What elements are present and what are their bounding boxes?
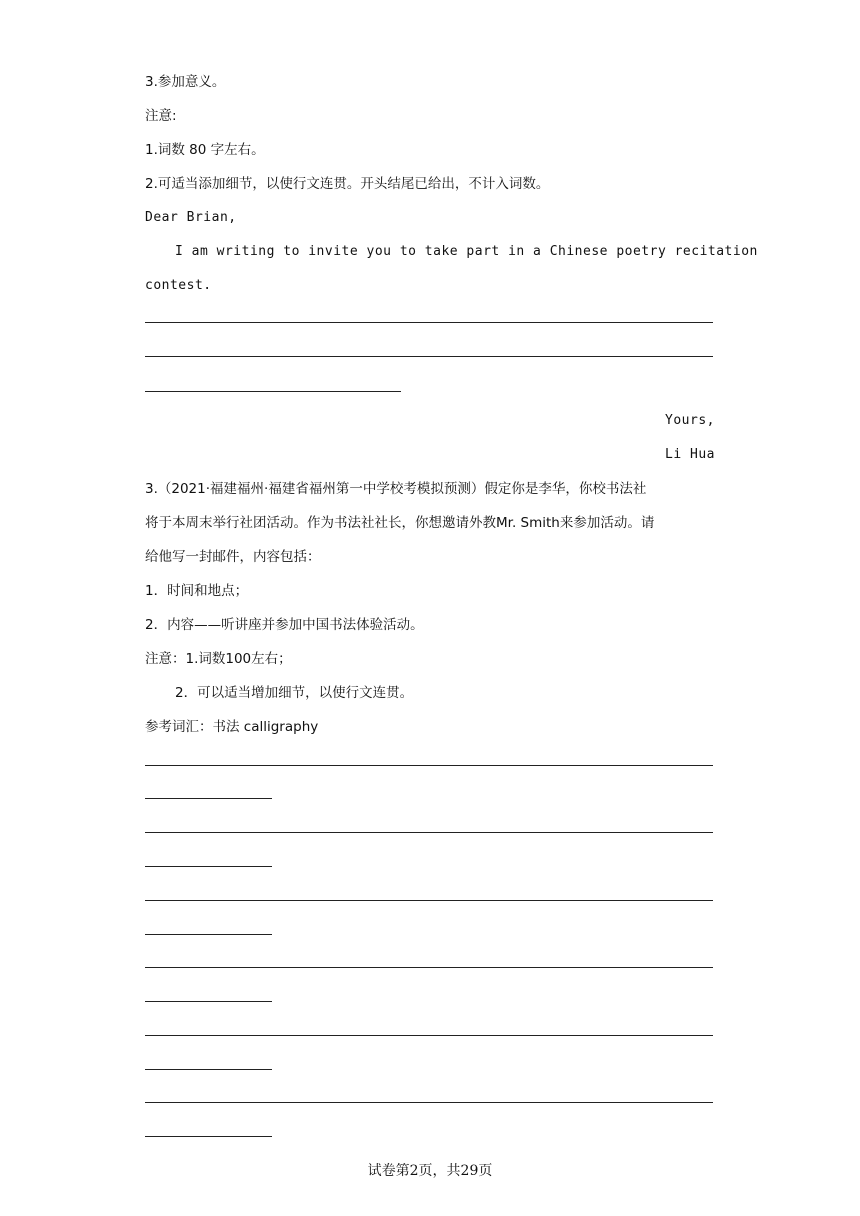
prev-note-2: 2.可适当添加细节，以使行文连贯。开头结尾已给出，不计入词数。: [145, 176, 550, 192]
answer-line[interactable]: [145, 1001, 272, 1002]
prev-note-label: 注意:: [145, 108, 177, 124]
question-3-note-1: 注意：1.词数100左右；: [145, 651, 292, 667]
question-3-item-2: 2．内容——听讲座并参加中国书法体验活动。: [145, 617, 424, 633]
answer-line[interactable]: [145, 1069, 272, 1070]
answer-line[interactable]: [145, 900, 713, 901]
prev-item-3: 3.参加意义。: [145, 74, 226, 90]
page-footer: 试卷第2页，共29页: [367, 1163, 493, 1179]
answer-line[interactable]: [145, 934, 272, 935]
letter-closing: Yours,: [665, 413, 715, 428]
answer-line[interactable]: [145, 832, 713, 833]
question-3-note-2: 2．可以适当增加细节，以使行文连贯。: [175, 685, 414, 701]
question-3-line-1: 3.（2021·福建福州·福建省福州第一中学校考模拟预测）假定你是李华，你校书法社: [145, 481, 647, 497]
letter-body-line-2: contest.: [145, 278, 212, 293]
answer-line[interactable]: [145, 765, 713, 766]
answer-line[interactable]: [145, 798, 272, 799]
letter-salutation: Dear Brian,: [145, 210, 237, 225]
letter-body-line-1: I am writing to invite you to take part in a Chinese poetry recitation: [175, 244, 758, 259]
question-3-vocab: 参考词汇：书法 calligraphy: [145, 719, 319, 735]
answer-line[interactable]: [145, 1102, 713, 1103]
answer-line[interactable]: [145, 1136, 272, 1137]
prev-note-1: 1.词数 80 字左右。: [145, 142, 265, 158]
question-3-item-1: 1．时间和地点；: [145, 583, 249, 599]
letter-signature: Li Hua: [665, 447, 715, 462]
answer-line[interactable]: [145, 356, 713, 357]
answer-line[interactable]: [145, 322, 713, 323]
answer-line[interactable]: [145, 391, 401, 392]
answer-line[interactable]: [145, 1035, 713, 1036]
answer-line[interactable]: [145, 866, 272, 867]
question-3-line-3: 给他写一封邮件，内容包括：: [145, 549, 321, 565]
question-3-line-2: 将于本周末举行社团活动。作为书法社社长，你想邀请外教Mr. Smith来参加活动。请: [145, 515, 655, 531]
answer-line[interactable]: [145, 967, 713, 968]
